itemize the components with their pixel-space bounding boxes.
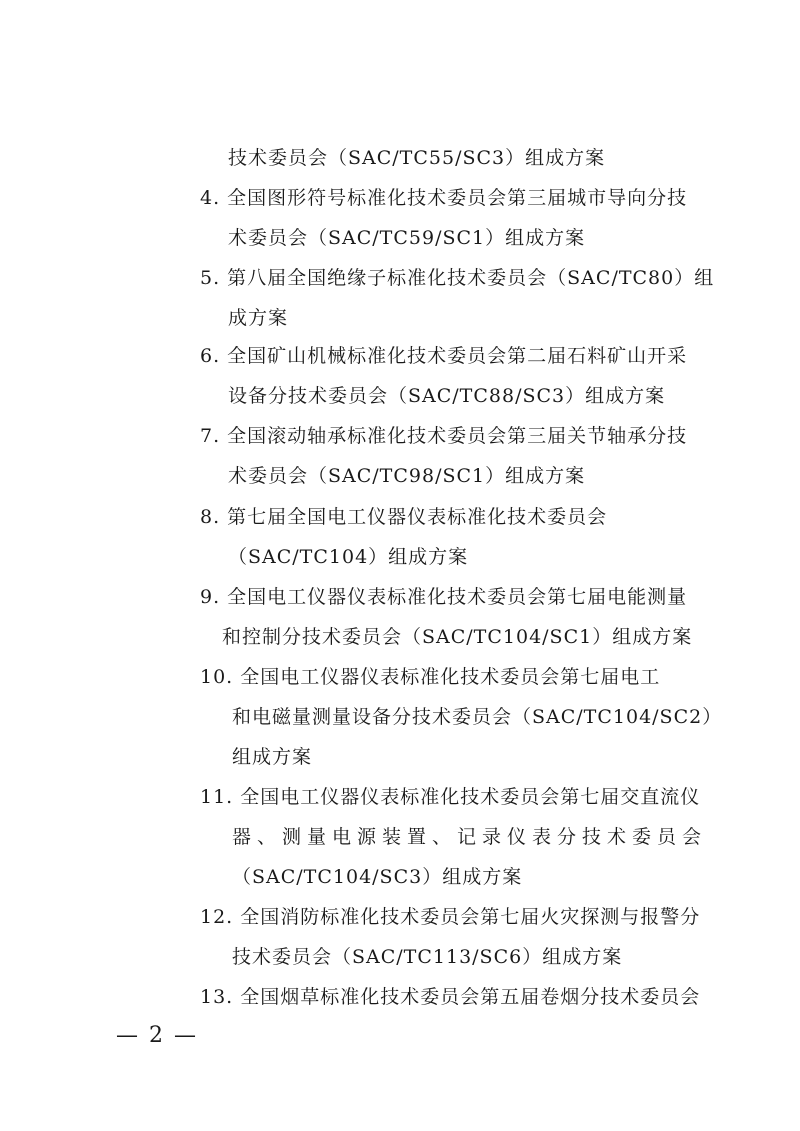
text-line: 术委员会（SAC/TC59/SC1）组成方案	[228, 227, 586, 249]
text-line: 5. 第八届全国绝缘子标准化技术委员会（SAC/TC80）组	[200, 267, 715, 289]
text-line: 12. 全国消防标准化技术委员会第七届火灾探测与报警分	[200, 906, 701, 928]
text-line: 组成方案	[232, 746, 313, 768]
text-line: 器、测量电源装置、记录仪表分技术委员会	[232, 826, 708, 848]
text-line: 8. 第七届全国电工仪器仪表标准化技术委员会	[200, 506, 608, 528]
page-number: — 2 —	[116, 1023, 198, 1048]
text-line: （SAC/TC104/SC3）组成方案	[232, 866, 523, 888]
text-line: 11. 全国电工仪器仪表标准化技术委员会第七届交直流仪	[200, 786, 701, 808]
text-line: 技术委员会（SAC/TC113/SC6）组成方案	[232, 946, 623, 968]
text-line: 4. 全国图形符号标准化技术委员会第三届城市导向分技	[200, 187, 688, 209]
text-line: 10. 全国电工仪器仪表标准化技术委员会第七届电工	[200, 666, 661, 688]
text-line: （SAC/TC104）组成方案	[228, 546, 469, 568]
text-line: 设备分技术委员会（SAC/TC88/SC3）组成方案	[228, 385, 666, 407]
text-line: 9. 全国电工仪器仪表标准化技术委员会第七届电能测量	[200, 586, 688, 608]
text-line: 和电磁量测量设备分技术委员会（SAC/TC104/SC2）	[232, 706, 723, 728]
text-line: 13. 全国烟草标准化技术委员会第五届卷烟分技术委员会	[200, 986, 701, 1008]
text-line: 技术委员会（SAC/TC55/SC3）组成方案	[228, 147, 606, 169]
text-line: 术委员会（SAC/TC98/SC1）组成方案	[228, 465, 586, 487]
text-line: 6. 全国矿山机械标准化技术委员会第二届石料矿山开采	[200, 345, 688, 367]
text-line: 成方案	[228, 307, 289, 329]
text-line: 和控制分技术委员会（SAC/TC104/SC1）组成方案	[222, 626, 693, 648]
text-line: 7. 全国滚动轴承标准化技术委员会第三届关节轴承分技	[200, 425, 688, 447]
